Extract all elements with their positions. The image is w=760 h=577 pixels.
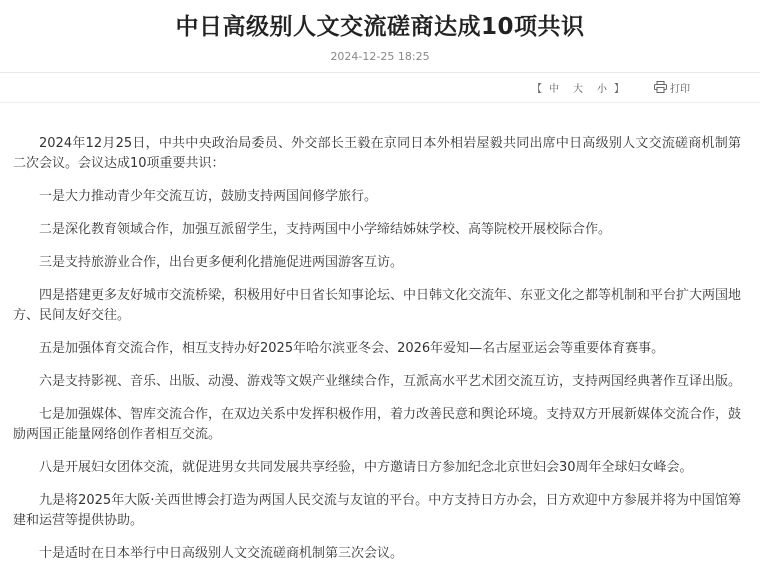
paragraph: 九是将2025年大阪·关西世博会打造为两国人民交流与友谊的平台。中方支持日方办会，日方欢迎中方参展并将为中国馆筹建和运营等提供协助。 <box>13 493 741 528</box>
font-size-medium-button[interactable]: 中 <box>549 83 559 95</box>
paragraph: 八是开展妇女团体交流，就促进男女共同发展共享经验，中方邀请日方参加纪念北京世妇会30周年全球妇女峰会。 <box>39 460 693 475</box>
font-size-large-button[interactable]: 大 <box>573 83 583 95</box>
article-title: 中日高级别人文交流磋商达成10项共识 <box>175 14 585 40</box>
bracket-open: 【 <box>532 83 542 95</box>
paragraph: 四是搭建更多友好城市交流桥梁，积极用好中日省长知事论坛、中日韩文化交流年、东亚文化之都等机制和平台扩大两国地方、民间友好交往。 <box>13 288 742 323</box>
print-button[interactable] <box>654 80 690 95</box>
article-toolbar <box>532 79 690 95</box>
publish-date: 2024-12-25 18:25 <box>330 50 430 63</box>
font-size-small-button[interactable]: 小 <box>597 83 607 95</box>
paragraph: 五是加强体育交流合作，相互支持办好2025年哈尔滨亚冬会、2026年爱知—名古屋亚运会等重要体育赛事。 <box>39 341 665 356</box>
font-size-controls <box>532 80 624 95</box>
bracket-close: 】 <box>614 83 624 95</box>
paragraph: 一是大力推动青少年交流互访，鼓励支持两国间修学旅行。 <box>39 189 378 204</box>
print-label: 打印 <box>670 83 690 95</box>
toolbar-divider <box>0 102 760 103</box>
paragraph: 二是深化教育领域合作，加强互派留学生，支持两国中小学缔结姊妹学校、高等院校开展校际合作。 <box>39 222 612 237</box>
paragraph: 十是适时在日本举行中日高级别人文交流磋商机制第三次会议。 <box>39 546 404 561</box>
paragraph: 2024年12月25日，中共中央政治局委员、外交部长王毅在京同日本外相岩屋毅共同出席中日高级别人文交流磋商机制第二次会议。会议达成10项重要共识： <box>13 136 741 171</box>
paragraph: 六是支持影视、音乐、出版、动漫、游戏等文娱产业继续合作，互派高水平艺术团交流互访，支持两国经典著作互译出版。 <box>39 374 742 389</box>
paragraph: 七是加强媒体、智库交流合作，在双边关系中发挥积极作用，着力改善民意和舆论环境。支持双方开展新媒体交流合作，鼓励两国正能量网络创作者相互交流。 <box>13 407 742 442</box>
printer-icon <box>654 81 667 93</box>
paragraph: 三是支持旅游业合作，出台更多便利化措施促进两国游客互访。 <box>39 255 404 270</box>
article-body <box>13 134 741 577</box>
title-divider <box>0 72 760 73</box>
